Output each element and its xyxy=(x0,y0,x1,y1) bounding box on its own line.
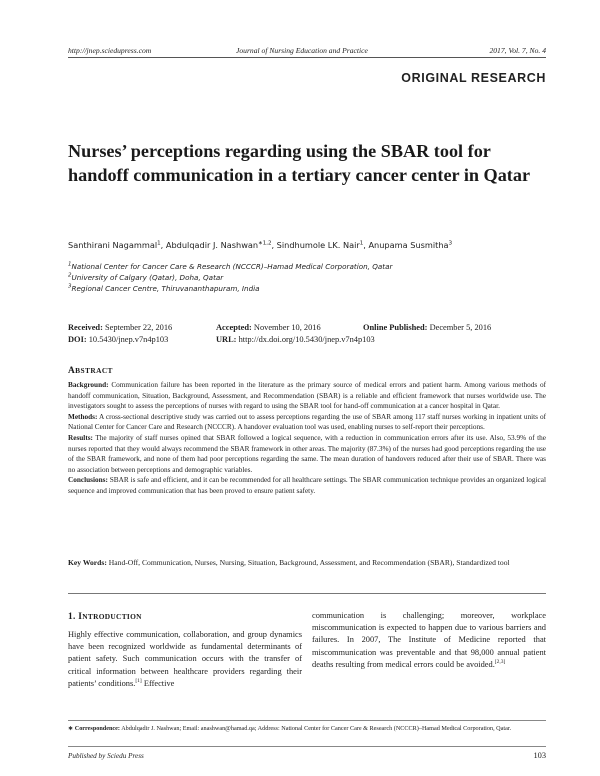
author-name: Anupama Susmitha xyxy=(368,240,449,250)
publisher: Published by Sciedu Press xyxy=(68,752,144,760)
author-name: Santhirani Nagammal xyxy=(68,240,158,250)
doi-label: DOI: xyxy=(68,335,87,344)
doi xyxy=(68,335,168,344)
accepted-label: Accepted: xyxy=(216,323,252,332)
footnote-text: Abdulqadir J. Nashwan; Email: anashwan@hamad.qa; Address: National Center for Cancer Care & Research (NCCCR)–Hamad Medical Corporation, Qatar. xyxy=(121,725,512,732)
received-value: September 22, 2016 xyxy=(104,323,173,332)
url-label: URL: xyxy=(216,335,237,344)
keywords xyxy=(68,557,546,568)
doi-link[interactable]: 10.5430/jnep.v7n4p103 xyxy=(88,335,169,344)
abstract-heading: ABSTRACT xyxy=(68,366,113,376)
article-title: Nurses’ perceptions regarding using the SBAR tool for handoff communication in a tertiary cancer center in Qatar xyxy=(68,141,531,185)
footnote-rule xyxy=(68,720,546,721)
author-list: Santhirani Nagammal$^1$, Abdulqadir J. Nashwan$^{∗1,2}$, Sindhumole LK. Nair$^1$, Anupama Susmitha$^3$ xyxy=(68,240,453,250)
affiliation-num: 3 xyxy=(68,283,72,290)
author-name: Sindhumole LK. Nair xyxy=(276,240,360,250)
author-sup: ∗1,2 xyxy=(258,240,272,247)
header-journal: Journal of Nursing Education and Practice xyxy=(236,46,368,55)
abstract-background: Background: Communication failure has been reported in the literature as the primary source of medical errors and patient harm. Among various methods of handoff communication, Situation, Background, Assessment, and Recommendation (SBAR) is a reliable and efficient framework that nurses worldwide use. The investigators sought to assess the perceptions of nurses with regard to using the SBAR tool for hand-off communication at a cancer hospital in Qatar. xyxy=(68,381,546,411)
header-url[interactable]: http://jnep.sciedupress.com xyxy=(68,46,152,55)
author-sup: 3 xyxy=(448,240,453,247)
affiliation xyxy=(68,273,223,282)
abstract-conclusions: Conclusions: SBAR is safe and efficient, and it can be recommended for all healthcare settings. The SBAR communication technique provides an organized logical sequence and improved communication that has been proved to ensure patient safety. xyxy=(68,476,547,495)
keywords-label: Key Words: xyxy=(68,558,107,567)
abstract-body xyxy=(68,380,546,497)
page-number: 103 xyxy=(533,751,546,760)
footer-rule xyxy=(68,746,546,747)
abstract-methods: Methods: A cross-sectional descriptive study was carried out to assess perceptions regarding the use of SBAR among 117 staff nurses working in inpatient units of National Center for Cancer Care and Research (NCCCR). A handover evaluation tool was used, enabling nurses to self-report their perceptions. xyxy=(68,412,546,432)
author-sup: 1 xyxy=(359,240,364,247)
author-name: Abdulqadir J. Nashwan xyxy=(165,240,259,250)
affiliation xyxy=(68,284,260,293)
affiliation-text: National Center for Cancer Care & Research (NCCCR)–Hamad Medical Corporation, Qatar xyxy=(71,262,393,271)
section-tag: ORIGINAL RESEARCH xyxy=(401,71,546,85)
header-volume: 2017, Vol. 7, No. 4 xyxy=(489,46,546,55)
affiliation-text: University of Calgary (Qatar), Doha, Qatar xyxy=(71,273,224,282)
section-divider xyxy=(68,593,546,594)
published-date xyxy=(363,323,491,332)
accepted-value: November 10, 2016 xyxy=(253,323,321,332)
keywords-text: Hand-Off, Communication, Nurses, Nursing, Situation, Background, Assessment, and Recommendation (SBAR), Standardized tool xyxy=(108,558,510,567)
affiliation-num: 2 xyxy=(68,272,72,279)
affiliation-text: Regional Cancer Centre, Thiruvananthapuram, India xyxy=(71,284,260,293)
received-label: Received: xyxy=(68,323,103,332)
author-sup: 1 xyxy=(157,240,161,247)
intro-heading: 1. INTRODUCTION xyxy=(68,612,142,622)
affiliation xyxy=(68,262,392,271)
footnote-label: ∗ Correspondence: xyxy=(68,725,120,732)
citation[interactable]: [1] xyxy=(135,678,142,685)
url-link[interactable]: http://dx.doi.org/10.5430/jnep.v7n4p103 xyxy=(238,335,375,344)
received-date xyxy=(68,323,172,332)
header-rule xyxy=(68,57,546,58)
intro-left-column: Highly effective communication, collaboration, and group dynamics have been recognized worldwide as fundamental determinants of patient safety. Such communication occurs with the transfer of critical information between healthcare providers regarding their patients’ conditions.[1] Effective xyxy=(68,630,302,688)
published-label: Online Published: xyxy=(363,323,428,332)
intro-right-column: communication is challenging; moreover, workplace miscommunication is expected to happen due to various barriers and failures. In 2007, The Institute of Medicine reported that miscommunication was preventable and that 98,000 annual patient deaths resulting from medical errors could be avoided.[2,3] xyxy=(312,611,546,669)
accepted-date xyxy=(216,323,321,332)
affiliation-num: 1 xyxy=(68,261,72,268)
published-value: December 5, 2016 xyxy=(429,323,492,332)
correspondence-footnote xyxy=(68,724,546,733)
abstract-results: Results: The majority of staff nurses opined that SBAR followed a logical sequence, with a reduction in communication errors after its use. Also, 53.9% of the nurses reported that they would always recommend the SBAR framework in other areas. The majority (87.3%) of the nurses had good perceptions regarding the use of the SBAR framework, and none of them had poor perceptions regarding the same. The mean duration of handovers reduced after their use of SBAR. There was no association between perceptions and demographic variables. xyxy=(68,433,547,474)
citation[interactable]: [2,3] xyxy=(494,659,506,666)
url xyxy=(216,335,375,344)
